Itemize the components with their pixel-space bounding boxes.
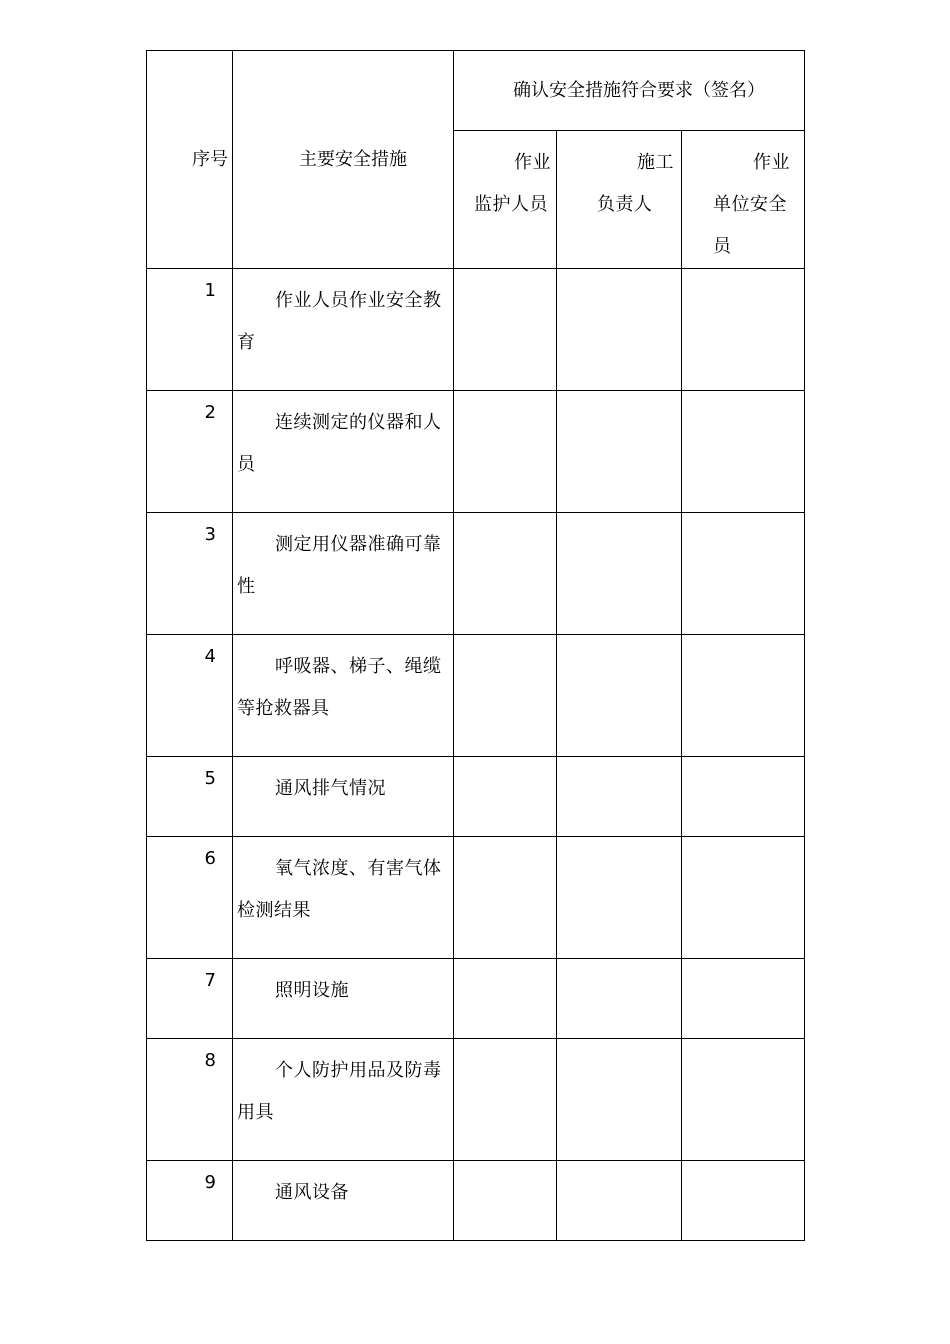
row-measure: 测定用仪器准确可靠性 [233, 513, 454, 635]
signature-construction-lead-cell[interactable] [557, 1039, 682, 1161]
signature-safety-officer-cell[interactable] [682, 837, 805, 959]
header-signer-construction-lead: 施工负责人 [557, 131, 682, 269]
signature-construction-lead-cell[interactable] [557, 269, 682, 391]
signature-supervisor-cell[interactable] [454, 391, 557, 513]
signature-construction-lead-cell[interactable] [557, 1161, 682, 1241]
row-seq: 1 [147, 269, 233, 391]
row-seq: 3 [147, 513, 233, 635]
table-body [147, 269, 805, 1241]
row-measure: 通风设备 [233, 1161, 454, 1241]
header-row-1 [147, 51, 805, 131]
signature-safety-officer-cell[interactable] [682, 635, 805, 757]
signature-supervisor-cell[interactable] [454, 513, 557, 635]
row-seq: 8 [147, 1039, 233, 1161]
safety-measures-table [146, 50, 805, 1241]
row-measure: 通风排气情况 [233, 757, 454, 837]
signature-supervisor-cell[interactable] [454, 269, 557, 391]
signature-construction-lead-cell[interactable] [557, 959, 682, 1039]
row-measure: 个人防护用品及防毒用具 [233, 1039, 454, 1161]
signature-construction-lead-cell[interactable] [557, 391, 682, 513]
signature-safety-officer-cell[interactable] [682, 757, 805, 837]
row-seq: 7 [147, 959, 233, 1039]
table-row [147, 391, 805, 513]
row-measure: 氧气浓度、有害气体检测结果 [233, 837, 454, 959]
row-seq: 4 [147, 635, 233, 757]
signature-construction-lead-cell[interactable] [557, 635, 682, 757]
signature-construction-lead-cell[interactable] [557, 837, 682, 959]
row-measure: 照明设施 [233, 959, 454, 1039]
table-row [147, 1039, 805, 1161]
row-seq: 6 [147, 837, 233, 959]
row-measure: 呼吸器、梯子、绳缆等抢救器具 [233, 635, 454, 757]
table-row [147, 757, 805, 837]
row-seq: 2 [147, 391, 233, 513]
signature-construction-lead-cell[interactable] [557, 513, 682, 635]
signature-safety-officer-cell[interactable] [682, 269, 805, 391]
table-row [147, 837, 805, 959]
header-signer-safety-officer: 作业单位安全员 [682, 131, 805, 269]
signature-supervisor-cell[interactable] [454, 635, 557, 757]
signature-supervisor-cell[interactable] [454, 1161, 557, 1241]
table-row [147, 1161, 805, 1241]
header-confirm-signature: 确认安全措施符合要求（签名） [454, 51, 805, 131]
table-row [147, 635, 805, 757]
signature-safety-officer-cell[interactable] [682, 1039, 805, 1161]
signature-supervisor-cell[interactable] [454, 757, 557, 837]
signature-supervisor-cell[interactable] [454, 1039, 557, 1161]
header-signer-supervisor: 作业监护人员 [454, 131, 557, 269]
row-seq: 5 [147, 757, 233, 837]
table-row [147, 513, 805, 635]
row-seq: 9 [147, 1161, 233, 1241]
header-measure: 主要安全措施 [233, 51, 454, 269]
header-seq: 序号 [147, 51, 233, 269]
signature-safety-officer-cell[interactable] [682, 959, 805, 1039]
signature-supervisor-cell[interactable] [454, 837, 557, 959]
table-row [147, 959, 805, 1039]
signature-supervisor-cell[interactable] [454, 959, 557, 1039]
signature-safety-officer-cell[interactable] [682, 1161, 805, 1241]
row-measure: 连续测定的仪器和人员 [233, 391, 454, 513]
signature-safety-officer-cell[interactable] [682, 513, 805, 635]
row-measure: 作业人员作业安全教育 [233, 269, 454, 391]
signature-construction-lead-cell[interactable] [557, 757, 682, 837]
signature-safety-officer-cell[interactable] [682, 391, 805, 513]
table-row [147, 269, 805, 391]
